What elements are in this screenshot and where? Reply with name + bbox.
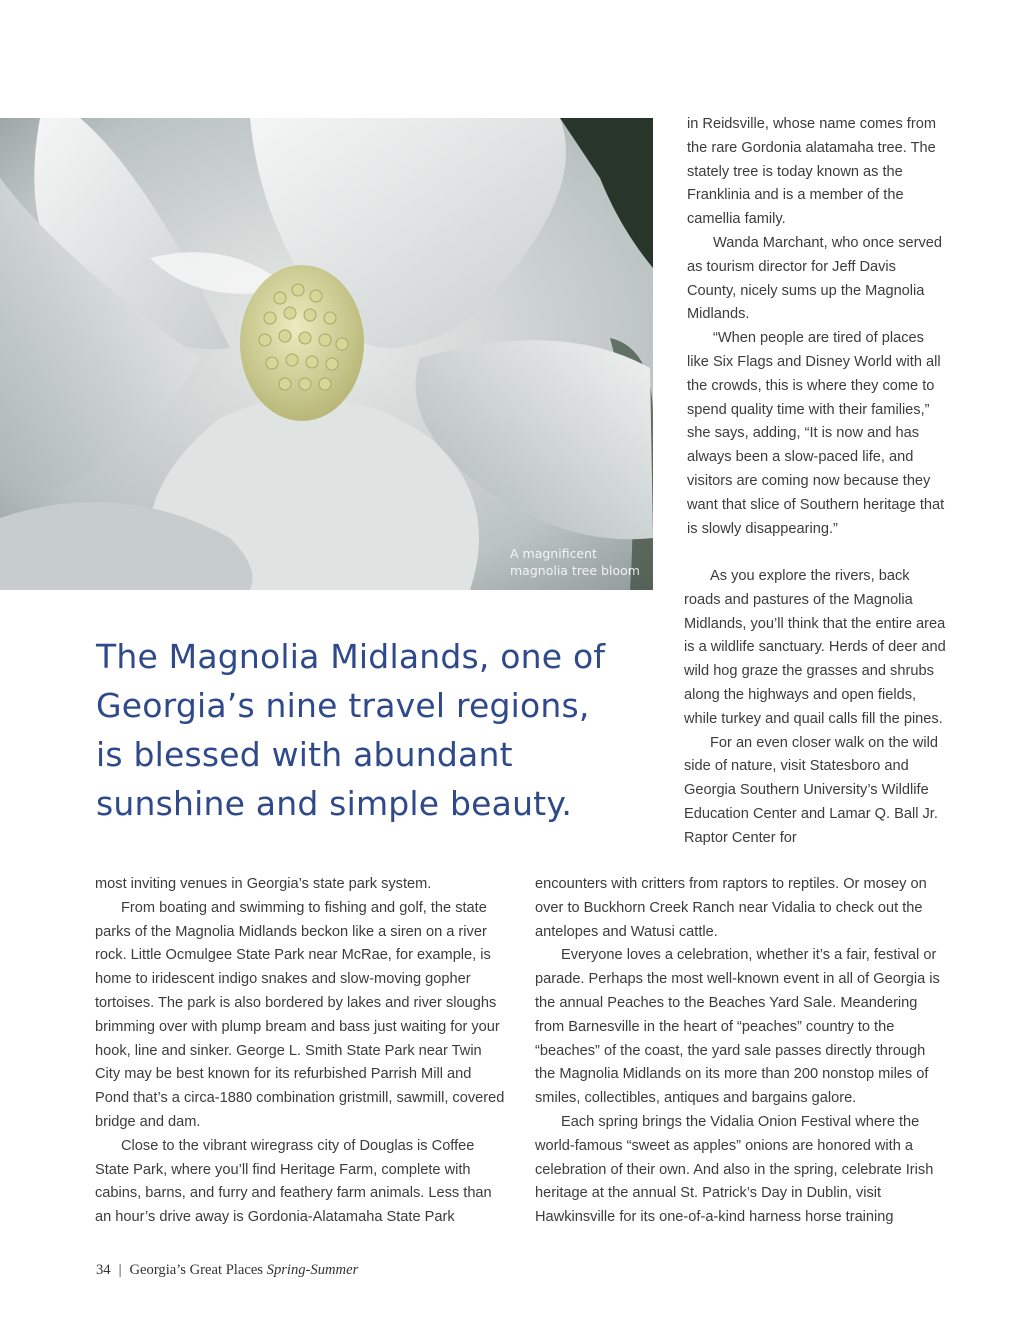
paragraph: Each spring brings the Vidalia Onion Festival where the world-famous “sweet as apples” onions are honored with a celebration of their own. And also in the spring, celebrate Irish heritage at the annual St. Patrick’s Day in Dublin, visit Hawkinsville for its one-of-a-kind harness horse training: [535, 1113, 934, 1226]
paragraph: For an even closer walk on the wild side of nature, visit Statesboro and Georgia Southern University’s Wildlife Education Center and Lamar Q. Ball Jr. Raptor Center for: [684, 734, 938, 846]
right-column-bottom: [535, 873, 947, 1230]
publication-name: Georgia’s Great Places: [129, 1262, 263, 1278]
paragraph: in Reidsville, whose name comes from the rare Gordonia alatamaha tree. The stately tree is today known as the Franklinia and is a member of the camellia family.: [687, 116, 936, 228]
paragraph: “When people are tired of places like Six Flags and Disney World with all the crowds, this is where they come to spend quality time with their families,” she says, adding, “It is now and has always been a slow-paced life, and visitors are coming now because they want that slice of Southern heritage that is slowly disappearing.”: [687, 330, 945, 537]
paragraph: Wanda Marchant, who once served as tourism director for Jeff Davis County, nicely sums up the Magnolia Midlands.: [687, 234, 943, 323]
left-column: [95, 873, 505, 1230]
paragraph: most inviting venues in Georgia’s state park system.: [95, 876, 432, 892]
photo-caption: A magnificent magnolia tree bloom: [510, 546, 640, 578]
paragraph: Everyone loves a celebration, whether it’s a fair, festival or parade. Perhaps the most well-known event in all of Georgia is the annual Peaches to the Beaches Yard Sale. Meandering from Barnesville in the heart of “peaches” country to the “beaches” of the coast, the yard sale passes directly through the Magnolia Midlands on its more than 200 nonstop miles of smiles, collectibles, antiques and bargains galore.: [535, 947, 940, 1107]
right-column-top: [687, 113, 947, 541]
magnolia-flower-icon: [0, 118, 653, 590]
paragraph: From boating and swimming to fishing and golf, the state parks of the Magnolia Midlands beckon like a siren on a river rock. Little Ocmulgee State Park near McRae, for example, is home to iridescent indigo snakes and slow-moving gopher tortoises. The park is also bordered by lakes and river sloughs brimming over with plump bream and bass just waiting for your hook, line and sinker. George L. Smith State Park near Twin City may be best known for its refurbished Parrish Mill and Pond that’s a circa-1880 combination gristmill, sawmill, covered bridge and dam.: [95, 899, 505, 1130]
paragraph: encounters with critters from raptors to reptiles. Or mosey on over to Buckhorn Creek Ranch near Vidalia to check out the antelopes and Watusi cattle.: [535, 876, 927, 940]
page-number: 34: [96, 1262, 111, 1278]
footer-separator: |: [118, 1262, 122, 1278]
pull-quote: The Magnolia Midlands, one of Georgia’s nine travel regions, is blessed with abundant sunshine and simple beauty.: [96, 637, 606, 823]
issue-name: Spring-Summer: [266, 1262, 359, 1278]
paragraph: Close to the vibrant wiregrass city of Douglas is Coffee State Park, where you’ll find Heritage Farm, complete with cabins, barns, and furry and feathery farm animals. Less than an hour’s drive away is Gordonia-Alatamaha State Park: [95, 1137, 492, 1226]
page-footer: [96, 1262, 358, 1279]
paragraph: As you explore the rivers, back roads and pastures of the Magnolia Midlands, you’ll think that the entire area is a wildlife sanctuary. Herds of deer and wild hog graze the grasses and shrubs along the highways and open fields, while turkey and quail calls fill the pines.: [684, 568, 946, 727]
right-column-middle: [684, 565, 949, 851]
magnolia-photo: [0, 118, 653, 590]
